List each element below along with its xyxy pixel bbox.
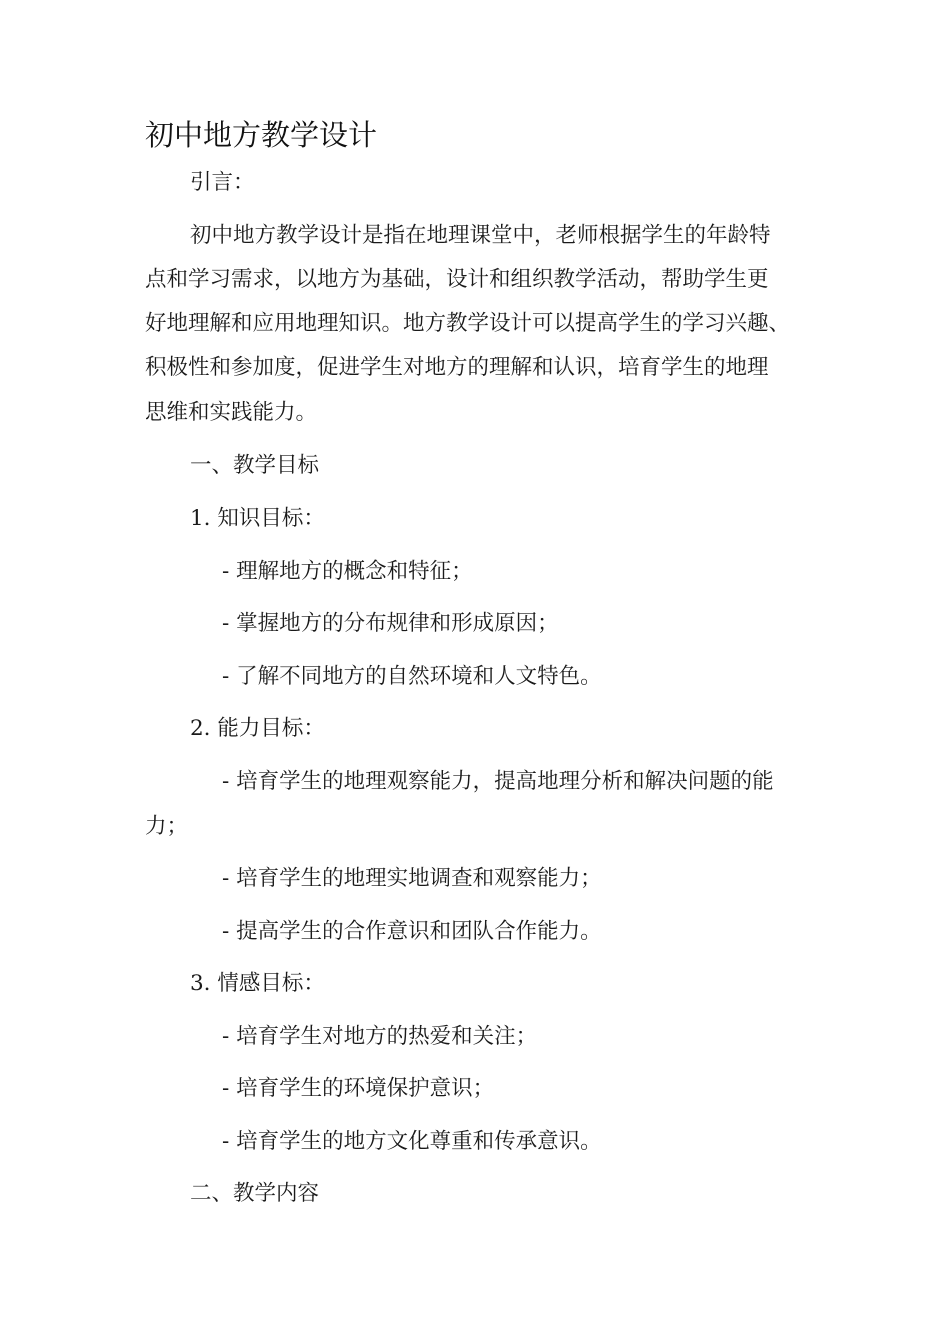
goal2-heading: 2. 能力目标： bbox=[190, 716, 325, 741]
intro-label: 引言： bbox=[190, 170, 255, 195]
intro-line-2: 点和学习需求，以地方为基础，设计和组织教学活动，帮助学生更 bbox=[145, 267, 769, 292]
goal2-item-1-line-1: - 培育学生的地理观察能力，提高地理分析和解决问题的能 bbox=[222, 769, 774, 794]
intro-line-1: 初中地方教学设计是指在地理课堂中，老师根据学生的年龄特 bbox=[190, 223, 771, 248]
section2-heading: 二、教学内容 bbox=[190, 1181, 320, 1206]
goal3-item-3: - 培育学生的地方文化尊重和传承意识。 bbox=[222, 1129, 602, 1154]
goal3-item-2: - 培育学生的环境保护意识； bbox=[222, 1076, 495, 1101]
intro-line-4: 积极性和参加度，促进学生对地方的理解和认识，培育学生的地理 bbox=[145, 355, 769, 380]
goal3-heading: 3. 情感目标： bbox=[190, 971, 325, 996]
goal1-item-1: - 理解地方的概念和特征； bbox=[222, 559, 473, 584]
goal2-item-3: - 提高学生的合作意识和团队合作能力。 bbox=[222, 919, 602, 944]
section1-heading: 一、教学目标 bbox=[190, 453, 320, 478]
document-title: 初中地方教学设计 bbox=[145, 118, 378, 152]
goal1-item-2: - 掌握地方的分布规律和形成原因； bbox=[222, 611, 559, 636]
goal2-item-2: - 培育学生的地理实地调查和观察能力； bbox=[222, 866, 602, 891]
goal3-item-1: - 培育学生对地方的热爱和关注； bbox=[222, 1024, 538, 1049]
goal2-item-1-line-2: 力； bbox=[145, 814, 189, 839]
goal1-heading: 1. 知识目标： bbox=[190, 506, 325, 531]
goal1-item-3: - 了解不同地方的自然环境和人文特色。 bbox=[222, 664, 602, 689]
intro-line-3: 好地理解和应用地理知识。地方教学设计可以提高学生的学习兴趣、 bbox=[145, 311, 791, 336]
intro-line-5: 思维和实践能力。 bbox=[145, 400, 318, 425]
